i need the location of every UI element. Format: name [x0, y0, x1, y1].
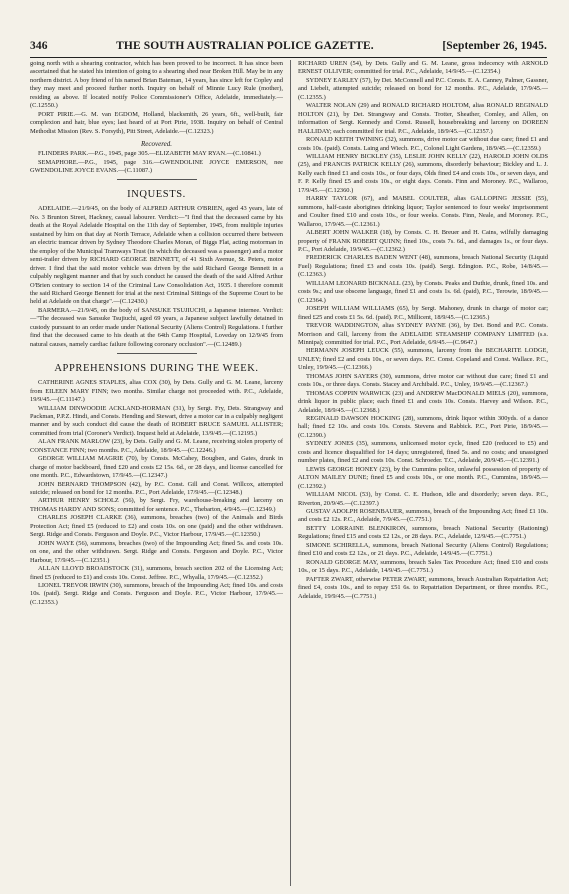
apprehension-paragraph: THOMAS JOHN SAYERS (30), summons, drive motor car without due care; fined £1 and costs 10s., or three days. Consts. Stacey and Archibald. P.C., Unley, 19/9/45.—(C.12367.) [298, 372, 548, 389]
apprehension-paragraph: JOHN BERNARD THOMPSON (42), by P.C. Const. Gill and Const. Willcox, attempted suicide; released on bond for 12 months. P.C., Port Adelaide, 17/9/45.—(C.12348.) [30, 480, 283, 497]
apprehension-paragraph: LEWIS GEORGE HONEY (23), by the Cummins police, unlawful possession of property of ALTON MAILEY DUNE; fined £5 and costs 10s., or one month. P.C., Cummins, 18/9/45.—(C.12392.) [298, 465, 548, 490]
apprehension-paragraph: JOHN WAYE (56), summons, breaches (two) of the Impounding Act; fined 5s. and costs 10s. on one, and the other withdrawn. Sergt. Ridge and Consts. Ferguson and Doyle. P.C., Victor Harbour, 17/9/45.—(C.12351.) [30, 539, 283, 564]
apprehension-paragraph: FREDERICK CHARLES BADEN WENT (48), summons, breach National Security (Liquid Fuel) Regulations; fined £3 and costs 10s. (paid). Sergt. Edington. P.C., Robe, 14/8/45.—(C.12363.) [298, 254, 548, 279]
section-separator [117, 179, 197, 180]
inquest-paragraph: ADELAIDE.—21/9/45, on the body of ALFRED ARTHUR O'BRIEN, aged 43 years, late of No. 3 Brunton Street, Hackney, casual labourer. Verdict:—"I find that the deceased came by his death at the Royal Adelaide Hospital on the 11th day of September, 1945, from multiple injuries sustained by him on that day at North Terrace, Adelaide when a collision occurred there between an electric tramcar driven by Sydney Theodore Charles Moran, of Biggs Flat, acting motorman in the employ of the Municipal Tramways Trust (in which the deceased was a passenger) and a motor semi-trailer driven by RICHARD GEORGE BENNETT, of 41 Sixth Avenue, St. Peters, motor driver. I find that the said motor vehicle was driven by the said Richard George Bennett in a culpably negligent manner and that by such conduct he caused the death of the said Alfred Arthur O'Brien contrary to section 14 of the Criminal Law Consolidation Act, 1935. I therefore commit the said Richard George Bennett for trial at the next Criminal Sittings of the Supreme Court to be held at Adelaide on that charge".—(C.12430.) [30, 205, 283, 306]
apprehension-paragraph: TREVOR WADDINGTON, alias SYDNEY PAYNE (36), by Det. Bond and P.C. Consts. Morrison and Gill, larceny from the ADELAIDE STEAMSHIP COMPANY LIMITED (s.s. Minnipa); committed for trial. P.C., Port Adelaide, 6/9/45.—(C.9647.) [298, 322, 548, 346]
apprehension-paragraph: ALLAN LLOYD BROADSTOCK (31), summons, breach section 202 of the Licensing Act; fined £5 (reduced to £1) and costs 10s. Const. Jeffree. P.C., Whyalla, 17/9/45.—(C.12352.) [30, 565, 283, 581]
right-column [298, 60, 548, 886]
apprehension-paragraph: ALAN FRANK MARLOW (23), by Dets. Gully and G. M. Leane, receiving stolen property of CONSTANCE FINN; two months. P.C., Adelaide, 18/9/45.—(C.12246.) [30, 438, 283, 454]
apprehension-paragraph: WILLIAM DINWOODIE ACKLAND-HORMAN (31), by Sergt. Fry, Dets. Strangway and Packman, P.P.Z. Hindi, and Consts. Hending and Stewart, drive a motor car in a culpably negligent manner and by such conduct did cause the death of ROBERT BRUCE SAMUEL ALLISTER; committed from trial (Coroner's Verdict). Inquest held at Adelaide, 13/9/45.—(C.12195.) [30, 404, 283, 437]
apprehension-paragraph: WILLIAM NICOL (53), by Const. C. E. Hudson, idle and disorderly; seven days. P.C., Riverton, 20/9/45.—(C.12397.) [298, 491, 548, 507]
header-rule [30, 57, 547, 58]
apprehension-paragraph: HARRY TAYLOR (67), and MABEL COULTER, alias GALLOPING JESSIE (55), summons, half-caste aborigines drinking liquor; Taylor sentenced to four weeks' imprisonment and Coulter fined £10 and costs 10s., or four weeks. Consts. Finn, Neale, and Moroney. P.C., Wallaroo, 17/9/45.—(C.12361.) [298, 195, 548, 228]
left-column [30, 60, 283, 886]
apprehensions-section [30, 379, 283, 607]
apprehension-paragraph: HERMANN JOSEPH LEUCK (55), summons, larceny from the BECHARITE LODGE, UNLEY; fined £2 and costs 10s., or seven days. P.C. Const. Copeland and Const. Wallace. P.C., Unley, 19/9/45.—(C.12366.) [298, 347, 548, 372]
apprehension-paragraph: REGINALD DAWSON HOCKING (28), summons, drink liquor within 300yds. of a dance hall; fined £2 10s. and costs 10s. Consts. Stevens and Rabbick. P.C., Port Pirie, 18/9/45.—(C.12390.) [298, 415, 548, 439]
recovered-heading: Recovered. [140, 140, 173, 149]
apprehension-paragraph: GUSTAV ADOLPH ROSENBAUER, summons, breach of the Impounding Act; fined £1 10s. and costs £2 12s. P.C., Adelaide, 7/9/45.—(C.7751.) [298, 508, 548, 524]
inquests-heading: INQUESTS. [127, 189, 186, 201]
inquests-section [30, 205, 283, 349]
apprehension-paragraph: RONALD KEITH TWINING (32), summons, drive motor car without due care; fined £1 and costs 10s. (paid). Consts. Laing and Wiech. P.C., Colonel Light Gardens, 18/9/45.—(C.12359.) [298, 136, 548, 152]
notice-paragraph: PORT PIRIE.—G. M. van EGDOM, Holland, blacksmith, 26 years, 6ft., well-built, fair complexion and hair, blue eyes; last heard of at Port Pirie, 1938. Inquiry on behalf of Central Methodist Mission (Rev. S. Forsyth), Pitt Street, Adelaide.—(C.12323.) [30, 110, 283, 135]
intro-section [30, 60, 283, 136]
page-header [30, 40, 547, 56]
page-number: 346 [30, 40, 48, 52]
apprehension-paragraph: SIMONE SCHIRELLA, summons, breach National Security (Aliens Control) Regulations; fined £10 and costs £2 12s., or 21 days. P.C., Adelaide, 14/9/45.—(C.7751.) [298, 541, 548, 558]
apprehension-paragraph: ALBERT JOHN WALKER (18), by Consts. C. H. Breuer and H. Cains, wilfully damaging property of FRANK ROBERT QUINN; fined 10s., costs 7s. 6d., and damages 1s., or four days. P.C., Port Adelaide, 19/9/45.—(C.12362.) [298, 229, 548, 253]
apprehension-paragraph: WALTER NOLAN (29) and RONALD RICHARD HOLTOM, alias RONALD REGINALD HOLTON (21), by Det. Strangway and Consts. Trotter, Sheather, Comley, and Allen, on information of Sergt. Kennedy and Const. Russell, housebreaking and larceny on DOREEN HALLIDAY; each committed for trial. P.C., Adelaide, 18/9/45.—(C.12357.) [298, 102, 548, 135]
apprehension-paragraph: CHARLES JOSEPH CLARKE (36), summons, breaches (two) of the Animals and Birds Protection Act; fined £5 (reduced to £2) and costs 10s. on one (paid) and the other withdrawn. Sergt. Ridge and Consts. Ferguson and Doyle. P.C., Victor Harbour, 17/9/45.—(C.12350.) [30, 514, 283, 539]
column-divider [290, 60, 291, 886]
recovered-paragraph: FLINDERS PARK.—P.G., 1945, page 305.—ELIZABETH MAY RYAN.—(C.10841.) [38, 150, 261, 158]
section-separator [117, 353, 197, 354]
apprehension-paragraph: SYDNEY EARLEY (57), by Det. McConnell and P.C. Consts. E. A. Canney, Palmer, Gassner, and Liebelt, attempted suicide; released on bond for 12 months. P.C., Adelaide, 17/9/45.—(C.12355.) [298, 76, 548, 101]
issue-date: [September 26, 1945. [442, 40, 547, 52]
inquest-paragraph: BARMERA.—21/9/45, on the body of SANSUKE TSUJIUCHI, a Japanese internee. Verdict:—"The deceased was Sansuke Tsujiuchi, aged 69 years, a Japanese subject lawfully detained in custody pursuant to an order made under National Security (Aliens Control) Regulations. I further find that the deceased came to his death at the 64th Camp Hospital, Loveday on 12/9/45 from natural causes, namely cardiac failure following coronary occlusion".—(C.12489.) [30, 306, 283, 348]
recovered-paragraph: SEMAPHORE.—P.G., 1945, page 316.—GWENDOLINE JOYCE EMERSON, nee GWENDOLINE JOYCE EVANS.—(C.11087.) [30, 158, 283, 174]
apprehension-paragraph: JOSEPH WILLIAM WILLIAMS (65), by Sergt. Mahoney, drunk in charge of motor car; fined £25 and costs £1 5s. 6d. (paid). P.C., Millicent, 18/9/45.—(C.12365.) [298, 305, 548, 321]
apprehension-paragraph: WILLIAM HENRY BICKLEY (35), LESLIE JOHN KELLY (22), HAROLD JOHN OLDS (25), and FRANCIS PATRICK KELLY (26), summons, disorderly behaviour; Bickley and L. J. Kelly each fined £1 and costs 10s., or four days, Olds fined £4 and costs 10s., or seven days, and F. P. Kelly fined £5 and costs 10s., or eight days. Consts. Finn and Moroney. P.C., Wallaroo, 17/9/45.—(C.12360.) [298, 152, 548, 194]
apprehension-paragraph: ARTHUR HENRY SCHOLZ (56), by Sergt. Fry, warehouse-breaking and larceny on THOMAS HARDY AND SONS; committed for sentence. P.C., Thebarton, 4/9/45.—(C.12349.) [30, 497, 283, 513]
apprehension-paragraph: RONALD GEORGE MAY, summons, breach Sales Tax Procedure Act; fined £10 and costs 10s., or 15 days. P.C., Adelaide, 14/9/45.—(C.7751.) [298, 558, 548, 575]
apprehension-paragraph: WILLIAM LEONARD BICKNALL (23), by Consts. Peaks and Duthie, drunk, fined 10s. and costs 9s.; and use obscene language, fined £1 and costs 1s. 6d. (paid), P.C., Terowie, 18/9/45.—(C.12364.) [298, 279, 548, 304]
apprehension-paragraph: RICHARD UREN (54), by Dets. Gully and G. M. Leane, gross indecency with ARNOLD ERNEST OLLIVER; committed for trial. P.C., Adelaide, 14/9/45.—(C.12354.) [298, 60, 548, 76]
apprehension-paragraph: GEORGE WILLIAM MAGRIE (70), by Consts. McCahey, Bougben, and Gates, drunk in charge of motor backboard, fined £20 and costs £2 15s. 6d., or 28 days, and license cancelled for one month. P.C., Edwardstown, 17/9/45.—(C.12347.) [30, 455, 283, 480]
apprehension-paragraph: BETTY LORRAINE BLENKIRON, summons, breach National Security (Rationing) Regulations; fined £15 and costs £2 12s., or 28 days. P.C., Adelaide, 12/9/45.—(C.7751.) [298, 524, 548, 541]
notice-paragraph: going north with a shearing contractor, which has been proved to be incorrect. It has since been ascertained that he stated his intention of going to a shearing shed near Broken Hill. May be in any northern district. A boy friend of his named Brian Bateman, 14 years, has since left for Copley and they may meet and proceed further north. Inquiry on behalf of Minnie Lucy Rule (mother), residing as above. If located notify Police Commissioner's Office, Adelaide, immediately.—(C.12550.) [30, 60, 283, 110]
apprehensions-heading: APPREHENSIONS DURING THE WEEK. [54, 363, 259, 375]
recovered-section [30, 150, 283, 175]
gazette-title: THE SOUTH AUSTRALIAN POLICE GAZETTE. [116, 40, 374, 52]
apprehension-paragraph: PAFTER ZWART, otherwise PETER ZWART, summons, breach Australian Repatriation Act; fined £4, costs 10s., and to repay £51 6s. to Repatriation Department, or three months. P.C., Adelaide, 19/9/45.—(C.7751.) [298, 575, 548, 600]
apprehension-paragraph: THOMAS COPPIN WARWICK (23) and ANDREW MacDONALD MIELS (20), summons, drink liquor in public place; each fined £1 and costs 10s. Consts. Harvey and Wilson. P.C., Adelaide, 18/9/45.—(C.12368.) [298, 389, 548, 414]
apprehension-paragraph: LIONEL TREVOR IRWIN (30), summons, breach of the Impounding Act; fined 10s. and costs 10s. (paid). Sergt. Ridge and Consts. Ferguson and Doyle. P.C., Victor Harbour, 17/9/45.—(C.12353.) [30, 582, 283, 606]
apprehension-paragraph: CATHERINE AGNES STAPLES, alias COX (30), by Dets. Gully and G. M. Leane, larceny from EILEEN MARY FINN; two months. Similar charge not proceeded with. P.C., Adelaide, 19/9/45.—(C.11147.) [30, 379, 283, 404]
apprehension-paragraph: SYDNEY JONES (35), summons, unlicensed motor cycle, fined £20 (reduced to £5) and costs and licence disqualified for 14 days; unregistered, fined 5s. and no costs; and unassigned number plates, fined £2 and costs 10s. Const. Schroeder. T.C., Adelaide, 20/9/45.—(C.12391.) [298, 440, 548, 465]
